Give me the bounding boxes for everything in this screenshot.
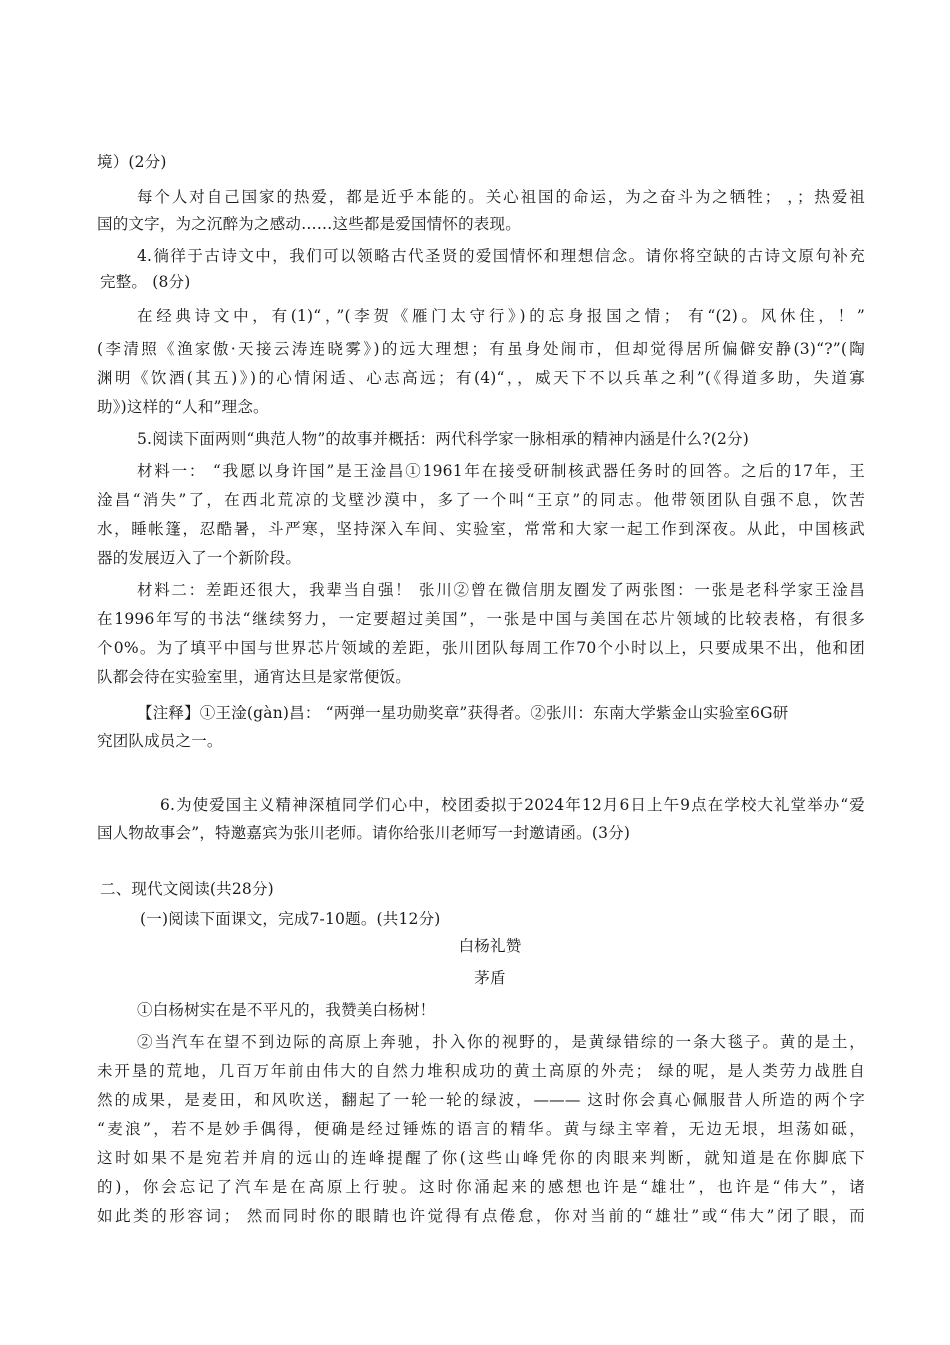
question-6-prompt: 6.为使爱国主义精神深植同学们心中，校团委拟于2024年12月6日上午9点在学校大礼堂举办“爱 xyxy=(160,796,865,814)
subsection-heading: (一)阅读下面课文，完成7-10题。(共12分) xyxy=(140,910,441,928)
question-5-prompt: 5.阅读下面两则“典范人物”的故事并概括：两代科学家一脉相承的精神内涵是什么?(2分) xyxy=(137,430,750,448)
essay-title: 白杨礼赞 xyxy=(458,937,522,955)
paragraph-2: ②当汽车在望不到边际的高原上奔驰，扑入你的视野的，是黄绿错综的一条大毯子。黄的是土， xyxy=(137,1033,865,1051)
annotation-note: 【注释】①王淦(gàn)昌： “两弹一星功勋奖章”获得者。②张川：东南大学紫金山实验室6G研 xyxy=(137,704,789,722)
text-line: 个0%。为了填平中国与世界芯片领域的差距，张川团队每周工作70个小时以上，只要成果不出，他和团 xyxy=(97,639,865,657)
paragraph-1: ①白杨树实在是不平凡的，我赞美白杨树！ xyxy=(137,1001,436,1019)
text-line: “麦浪”，若不是妙手偶得，便确是经过锤炼的语言的精华。黄与绿主宰着，无边无垠，坦荡如砥， xyxy=(97,1120,865,1138)
text-line: 国的文字，为之沉醉为之感动……这些都是爱国情怀的表现。 xyxy=(97,215,521,233)
text-line: 然的成果，是麦田，和风吹送，翻起了一轮一轮的绿波，——— 这时你会真心佩服昔人所造的两个字 xyxy=(97,1091,865,1109)
text-line: 器的发展迈入了一个新阶段。 xyxy=(97,549,302,567)
text-line: 完整。 (8分) xyxy=(100,273,191,291)
essay-author: 茅盾 xyxy=(474,969,506,987)
text-line: 究团队成员之一。 xyxy=(97,732,223,750)
text-line: 境）(2分) xyxy=(97,153,167,171)
text-line: 淦昌“消失”了，在西北荒凉的戈壁沙漠中，多了一个叫“王京”的同志。他带领团队自强不息，饮苦 xyxy=(97,491,865,509)
text-line: 每个人对自己国家的热爱，都是近乎本能的。关心祖国的命运，为之奋斗为之牺牲； ，；热爱祖 xyxy=(137,188,865,206)
section-heading: 二、现代文阅读(共28分) xyxy=(100,880,274,898)
material-2: 材料二：差距还很大，我辈当自强！ 张川②曾在微信朋友圈发了两张图：一张是老科学家王淦昌 xyxy=(137,581,865,599)
question-4-prompt: 4.徜徉于古诗文中，我们可以领略古代圣贤的爱国情怀和理想信念。请你将空缺的古诗文原句补充 xyxy=(137,247,865,265)
text-line: 的)，你会忘记了汽车是在高原上行驶。这时你涌起来的感想也许是“雄壮”，也许是“伟大”，诸 xyxy=(97,1178,865,1196)
text-line: 国人物故事会”，特邀嘉宾为张川老师。请你给张川老师写一封邀请函。(3分) xyxy=(97,824,631,842)
text-line: 在经典诗文中，有(1)“，”(李贺《雁门太守行》)的忘身报国之情； 有“(2)。风休住，！” xyxy=(137,307,865,325)
text-line: 在1996年写的书法“继续努力，一定要超过美国”，一张是中国与美国在芯片领域的比较表格，有很多 xyxy=(97,610,865,628)
text-line: 助》)这样的“人和”理念。 xyxy=(97,398,269,416)
text-line: (李清照《渔家傲·天接云涛连晓雾》)的远大理想；有虽身处闹市，但却觉得居所偏僻安静(3)“?”(陶 xyxy=(97,340,865,358)
text-line: 水，睡帐篷，忍酷暑，斗严寒，坚持深入车间、实验室，常常和大家一起工作到深夜。从此，中国核武 xyxy=(97,520,865,538)
text-line: 渊明《饮酒(其五)》)的心情闲适、心志高远；有(4)“，，威天下不以兵革之利”(《得道多助，失道寡 xyxy=(97,369,865,387)
text-line: 队都会待在实验室里，通宵达旦是家常便饭。 xyxy=(97,668,412,686)
text-line: 这时如果不是宛若并肩的远山的连峰提醒了你(这些山峰凭你的肉眼来判断，就知道是在你脚底下 xyxy=(97,1149,865,1167)
text-line: 未开垦的荒地，几百万年前由伟大的自然力堆积成功的黄土高原的外壳； 绿的呢，是人类劳力战胜自 xyxy=(97,1062,865,1080)
text-line: 如此类的形容词； 然而同时你的眼睛也许觉得有点倦怠，你对当前的“雄壮”或“伟大”闭了眼，而 xyxy=(97,1207,865,1225)
material-1: 材料一： “我愿以身许国”是王淦昌①1961年在接受研制核武器任务时的回答。之后的17年，王 xyxy=(137,462,865,480)
